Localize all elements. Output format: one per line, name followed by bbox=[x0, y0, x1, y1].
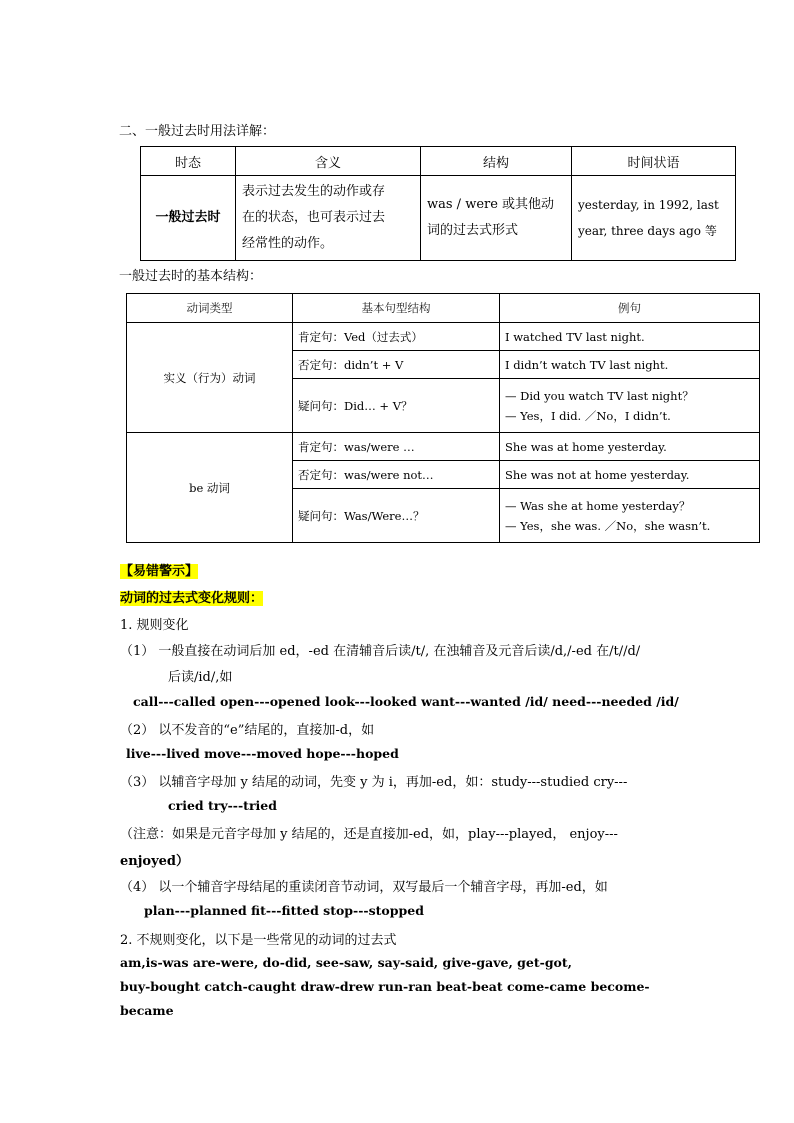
adverbials-line: yesterday, in 1992, last bbox=[578, 198, 719, 212]
usage-table-header bbox=[141, 147, 736, 176]
rule-3-examples: cried try---tried bbox=[168, 798, 277, 813]
rules-title-text: 动词的过去式变化规则： bbox=[120, 591, 264, 606]
rule-heading-regular: 1. 规则变化 bbox=[120, 618, 189, 633]
example-line: — Yes，I did. ／No，I didn’t. bbox=[505, 408, 671, 423]
pattern-cell: 肯定句：Ved（过去式） bbox=[293, 323, 500, 351]
structure-table-header bbox=[127, 294, 760, 323]
rule-1-examples: call---called open---opened look---looked want---wanted /id/ need---needed /id/ bbox=[133, 694, 679, 709]
tense-cell: 一般过去时 bbox=[141, 176, 236, 261]
structure-table bbox=[126, 293, 760, 543]
example-cell: I didn’t watch TV last night. bbox=[500, 351, 760, 379]
irregular-list-2: buy-bought catch-caught draw-drew run-ran beat-beat come-came become- bbox=[120, 979, 650, 994]
meaning-line: 表示过去发生的动作或存 bbox=[242, 184, 386, 199]
irregular-list-3: became bbox=[120, 1003, 174, 1018]
verb-type-cell: 实义（行为）动词 bbox=[127, 323, 293, 433]
table-row bbox=[127, 323, 760, 351]
rule-4-examples: plan---planned fit---fitted stop---stopped bbox=[144, 903, 424, 918]
pattern-cell: 疑问句：Did… + V？ bbox=[293, 379, 500, 433]
table-row bbox=[127, 433, 760, 461]
warning-title bbox=[120, 560, 198, 579]
meaning-line: 在的状态，也可表示过去 bbox=[242, 210, 386, 225]
section-heading: 二、一般过去时用法详解： bbox=[119, 124, 276, 139]
header-meaning: 含义 bbox=[236, 147, 421, 176]
example-line: — Was she at home yesterday？ bbox=[505, 498, 691, 513]
rule-1-text-cont: 后读/id/,如 bbox=[168, 670, 233, 685]
rule-3-note: （注意：如果是元音字母加 y 结尾的，还是直接加-ed，如，play---played， enjoy--- bbox=[120, 827, 618, 842]
usage-table bbox=[140, 146, 736, 261]
example-line: — Did you watch TV last night？ bbox=[505, 388, 694, 403]
rule-heading-irregular: 2. 不规则变化，以下是一些常见的动词的过去式 bbox=[120, 933, 397, 948]
header-tense: 时态 bbox=[141, 147, 236, 176]
structure-heading: 一般过去时的基本结构： bbox=[119, 269, 263, 284]
header-structure: 结构 bbox=[421, 147, 572, 176]
structure-cell bbox=[421, 176, 572, 261]
structure-line: 词的过去式形式 bbox=[427, 223, 519, 238]
example-cell bbox=[500, 379, 760, 433]
example-cell: She was not at home yesterday. bbox=[500, 461, 760, 489]
example-cell: I watched TV last night. bbox=[500, 323, 760, 351]
usage-table-row bbox=[141, 176, 736, 261]
verb-type-cell: be 动词 bbox=[127, 433, 293, 543]
structure-line: was / were 或其他动 bbox=[427, 197, 555, 212]
header-example: 例句 bbox=[500, 294, 760, 323]
rule-2-examples: live---lived move---moved hope---hoped bbox=[126, 746, 399, 761]
rules-title bbox=[120, 587, 263, 606]
rule-3-text: （3） 以辅音字母加 y 结尾的动词，先变 y 为 i，再加-ed，如：study---studied cry--- bbox=[120, 775, 628, 790]
example-cell: She was at home yesterday. bbox=[500, 433, 760, 461]
header-adverbials: 时间状语 bbox=[572, 147, 736, 176]
adverbials-line: year, three days ago 等 bbox=[578, 224, 717, 238]
rule-1-text: （1） 一般直接在动词后加 ed，-ed 在清辅音后读/t/, 在浊辅音及元音后读/d,/-ed 在/t//d/ bbox=[120, 644, 641, 659]
pattern-cell: 疑问句：Was/Were…？ bbox=[293, 489, 500, 543]
rule-4-text: （4） 以一个辅音字母结尾的重读闭音节动词，双写最后一个辅音字母，再加-ed，如 bbox=[120, 880, 608, 895]
header-verb-type: 动词类型 bbox=[127, 294, 293, 323]
header-pattern: 基本句型结构 bbox=[293, 294, 500, 323]
rule-2-text: （2） 以不发音的“e”结尾的，直接加-d，如 bbox=[120, 723, 375, 738]
meaning-line: 经常性的动作。 bbox=[242, 236, 334, 251]
meaning-cell bbox=[236, 176, 421, 261]
pattern-cell: 否定句：didn’t + V bbox=[293, 351, 500, 379]
rule-3-note-cont: enjoyed） bbox=[120, 854, 190, 869]
pattern-cell: 肯定句：was/were … bbox=[293, 433, 500, 461]
irregular-list-1: am,is-was are-were, do-did, see-saw, say-said, give-gave, get-got, bbox=[120, 955, 573, 970]
example-line: — Yes，she was. ／No，she wasn’t. bbox=[505, 518, 711, 533]
example-cell bbox=[500, 489, 760, 543]
pattern-cell: 否定句：was/were not… bbox=[293, 461, 500, 489]
warning-title-text: 【易错警示】 bbox=[120, 564, 199, 579]
adverbials-cell bbox=[572, 176, 736, 261]
